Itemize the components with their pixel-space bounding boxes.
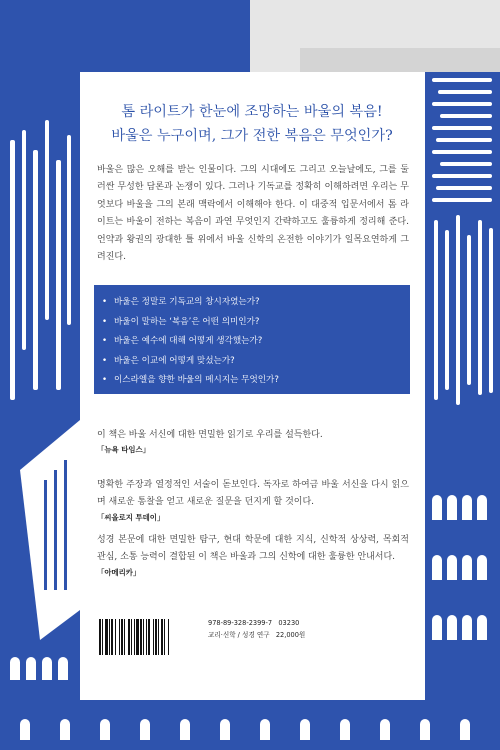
barcode-bar <box>148 619 150 655</box>
barcode-bar <box>105 619 108 655</box>
review-source: 「아메리카」 <box>97 567 141 577</box>
bullet-icon: • <box>102 355 108 366</box>
question-item: • 바울은 이교에 어떻게 맞섰는가? <box>94 352 410 372</box>
review-text: 이 책은 바울 서신에 대한 면밀한 읽기로 우리를 설득한다. <box>97 430 323 440</box>
question-item: • 바울이 말하는 ‘복음’은 어떤 의미인가? <box>94 313 410 333</box>
headline-line-2: 바울은 누구이며, 그가 전한 복음은 무엇인가? <box>111 128 393 144</box>
barcode-bar <box>146 619 147 655</box>
book-price: 22,000원 <box>275 631 306 639</box>
review-text: 명확한 주장과 열정적인 서술이 돋보인다. 독자로 하여금 바울 서신을 다시 읽으며 새로운 통찰을 얻고 새로운 질문을 던지게 할 것이다. <box>97 480 409 508</box>
barcode-bar <box>140 619 142 655</box>
barcode-bar <box>136 619 139 655</box>
barcode-bar <box>102 619 103 655</box>
bullet-icon: • <box>102 375 108 386</box>
question-list <box>94 285 410 391</box>
barcode-bar <box>115 619 116 655</box>
review-2 <box>97 477 409 524</box>
barcode-bar <box>121 619 123 655</box>
book-category: 교리·신학 / 성경 연구 <box>208 631 270 639</box>
bullet-icon: • <box>102 297 108 307</box>
question-item: • 이스라엘을 향한 바울의 메시지는 무엇인가? <box>94 371 410 391</box>
barcode-bar <box>168 619 169 655</box>
bullet-icon: • <box>102 316 108 327</box>
barcode-bar <box>109 619 110 655</box>
isbn-number: 978-89-328-2399-7 <box>208 619 273 627</box>
barcode-bar <box>128 619 130 655</box>
isbn-addon: 03230 <box>278 619 300 627</box>
barcode-bar <box>153 619 154 655</box>
barcode-bar <box>99 619 101 655</box>
question-item: • 바울은 예수에 대해 어떻게 생각했는가? <box>94 332 410 352</box>
barcode-bar <box>158 619 159 655</box>
barcode-bar <box>124 619 125 655</box>
isbn-block <box>208 617 305 641</box>
barcode-bar <box>155 619 157 655</box>
intro-paragraph: 바울은 많은 오해를 받는 인물이다. 그의 시대에도 그리고 오늘날에도, 그를 둘러싼 무성한 담론과 논쟁이 있다. 그러나 기독교를 정확히 이해하려면 우리는 무엇보다 바울을 그의 본래 맥락에서 이해해야 한다. 이 대중적 입문서에서 톰 라이트는 바울이 전하는 복음이 과연 무엇인지 간략하고도 훌륭하게 정리해 준다. 언약과 왕권의 광대한 틀 위에서 바울 신학의 온전한 이야기가 일목요연하게 그려진다. <box>97 165 409 263</box>
headline-line-1: 톰 라이트가 한눈에 조망하는 바울의 복음! <box>121 104 383 120</box>
barcode-bar <box>119 619 120 655</box>
review-source: 「씨올로지 투데이」 <box>97 512 165 522</box>
barcode-bar <box>131 619 132 655</box>
barcode <box>97 617 200 657</box>
review-source: 「뉴욕 타임스」 <box>97 445 151 455</box>
question-box <box>94 285 410 394</box>
barcode-bar <box>143 619 144 655</box>
barcode-bar <box>134 619 135 655</box>
review-text: 성경 본문에 대한 면밀한 탐구, 현대 학문에 대한 지식, 신학적 상상력, 목회적 관심, 소통 능력이 결합된 이 책은 바울과 그의 신학에 대한 훌륭한 안내서다. <box>97 535 409 563</box>
review-3 <box>97 532 409 579</box>
headline <box>92 100 412 148</box>
barcode-bar <box>111 619 113 655</box>
barcode-bar <box>164 619 165 655</box>
bullet-icon: • <box>102 336 108 347</box>
barcode-bar <box>161 619 163 655</box>
review-1 <box>97 427 409 456</box>
question-item: • 바울은 정말로 기독교의 창시자였는가? <box>94 293 410 313</box>
